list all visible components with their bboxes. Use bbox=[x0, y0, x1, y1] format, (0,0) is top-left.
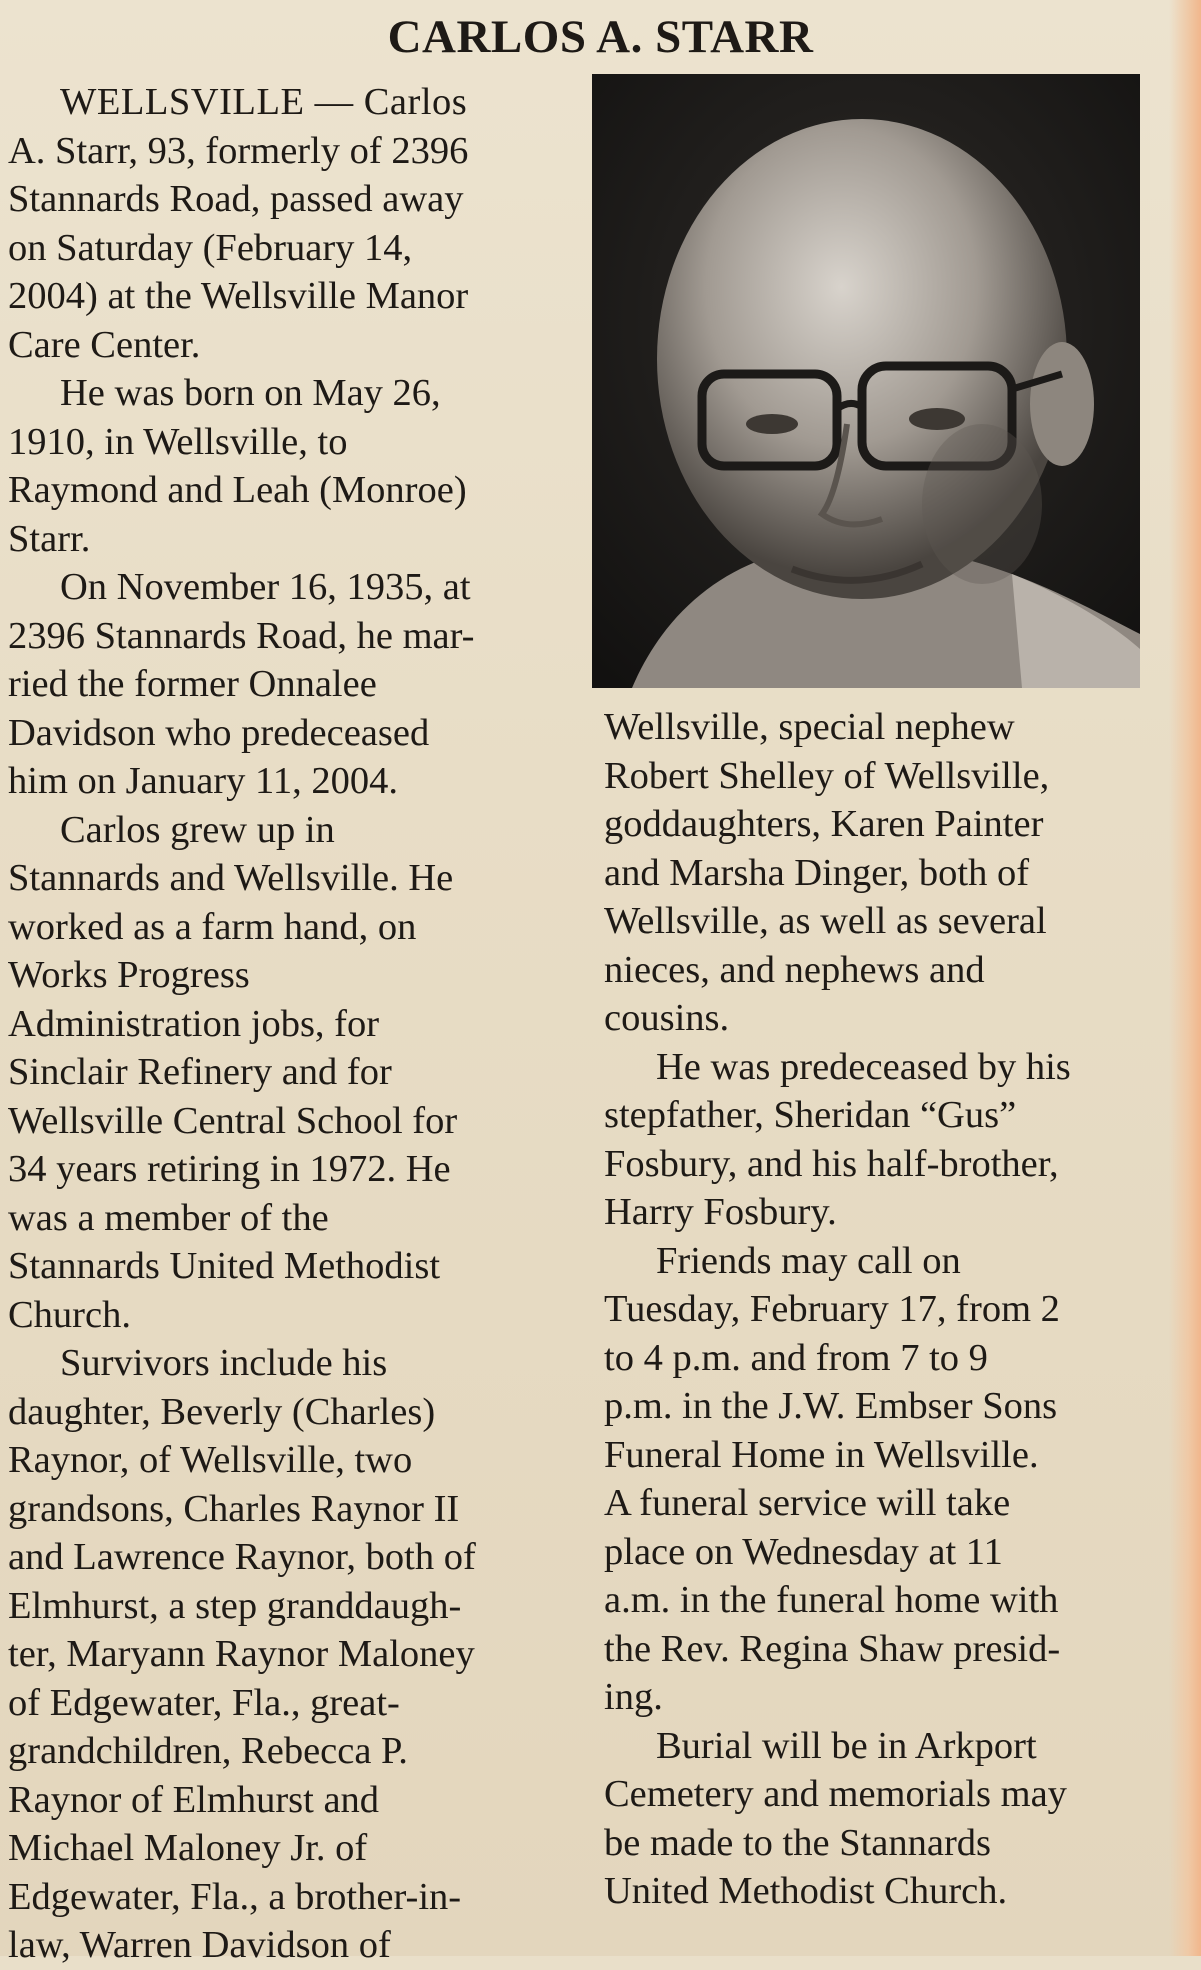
text-line: Funeral Home in Wellsville. bbox=[604, 1433, 1039, 1476]
paragraph-birth bbox=[8, 369, 568, 563]
text-line: Wellsville Central School for bbox=[8, 1099, 458, 1142]
text-line: Works Progress bbox=[8, 954, 250, 996]
text-line: grandchildren, Rebecca P. bbox=[8, 1730, 408, 1772]
text-line: Burial will be in Arkport bbox=[656, 1724, 1037, 1767]
paragraph-burial bbox=[604, 1722, 1164, 1916]
text-line: goddaughters, Karen Painter bbox=[604, 803, 1044, 845]
text-line: ter, Maryann Raynor Maloney bbox=[8, 1633, 475, 1675]
text-line: ried the former Onnalee bbox=[8, 663, 377, 705]
text-line: A. Starr, 93, formerly of 2396 bbox=[8, 129, 469, 172]
text-line: on Saturday (February 14, bbox=[8, 226, 413, 269]
paragraph-survivors-cont bbox=[604, 703, 1164, 1043]
right-column bbox=[604, 703, 1164, 1916]
text-line: 1910, in Wellsville, to bbox=[8, 420, 348, 463]
text-line: Carlos grew up in bbox=[60, 808, 335, 851]
text-line: stepfather, Sheridan “Gus” bbox=[604, 1094, 1017, 1136]
text-line: place on Wednesday at 11 bbox=[604, 1530, 1003, 1573]
text-line: Raynor of Elmhurst and bbox=[8, 1778, 380, 1821]
text-line: Tuesday, February 17, from 2 bbox=[604, 1288, 1060, 1330]
text-line: Edgewater, Fla., a brother-in- bbox=[8, 1875, 462, 1918]
left-column bbox=[8, 78, 568, 1970]
portrait-photo-icon bbox=[592, 74, 1140, 688]
text-line: and Marsha Dinger, both of bbox=[604, 851, 1030, 894]
text-line: Stannards and Wellsville. He bbox=[8, 857, 454, 899]
text-line: nieces, and nephews and bbox=[604, 948, 985, 991]
text-line: Stannards United Methodist bbox=[8, 1245, 441, 1287]
text-line: a.m. in the funeral home with bbox=[604, 1579, 1059, 1621]
text-line: the Rev. Regina Shaw presid- bbox=[604, 1627, 1061, 1670]
text-line: law, Warren Davidson of bbox=[8, 1924, 391, 1966]
text-line: Church. bbox=[8, 1293, 131, 1336]
text-line: be made to the Stannards bbox=[604, 1821, 992, 1864]
paragraph-intro bbox=[8, 78, 568, 369]
text-line: A funeral service will take bbox=[604, 1482, 1011, 1524]
text-line: Care Center. bbox=[8, 323, 201, 366]
paper-edge bbox=[1169, 0, 1201, 1956]
text-line: He was born on May 26, bbox=[60, 372, 441, 414]
text-line: He was predeceased by his bbox=[656, 1045, 1071, 1088]
paragraph-services bbox=[604, 1237, 1164, 1722]
text-line: Survivors include his bbox=[60, 1342, 388, 1384]
text-line: On November 16, 1935, at bbox=[60, 566, 471, 608]
paragraph-career bbox=[8, 806, 568, 1340]
text-line: Michael Maloney Jr. of bbox=[8, 1827, 368, 1869]
text-line: Stannards Road, passed away bbox=[8, 178, 464, 220]
text-line: of Edgewater, Fla., great- bbox=[8, 1681, 400, 1724]
text-line: daughter, Beverly (Charles) bbox=[8, 1390, 436, 1433]
text-line: Robert Shelley of Wellsville, bbox=[604, 754, 1050, 797]
portrait-photo bbox=[592, 74, 1140, 688]
text-line: to 4 p.m. and from 7 to 9 bbox=[604, 1336, 988, 1379]
text-line: worked as a farm hand, on bbox=[8, 905, 417, 948]
text-line: Harry Fosbury. bbox=[604, 1191, 837, 1233]
obituary-headline: CARLOS A. STARR bbox=[387, 11, 814, 63]
text-line: Sinclair Refinery and for bbox=[8, 1051, 392, 1093]
text-line: and Lawrence Raynor, both of bbox=[8, 1536, 476, 1578]
text-line: Administration jobs, for bbox=[8, 1002, 380, 1045]
paragraph-predeceased bbox=[604, 1043, 1164, 1237]
text-line: 2396 Stannards Road, he mar- bbox=[8, 614, 475, 657]
text-line: Starr. bbox=[8, 517, 91, 560]
text-line: Friends may call on bbox=[656, 1239, 961, 1282]
text-line: ing. bbox=[604, 1676, 663, 1718]
text-line: Wellsville, special nephew bbox=[604, 706, 1015, 748]
paragraph-marriage bbox=[8, 563, 568, 806]
text-line: Fosbury, and his half-brother, bbox=[604, 1142, 1059, 1185]
text-line: Raymond and Leah (Monroe) bbox=[8, 469, 467, 511]
text-line: Wellsville, as well as several bbox=[604, 900, 1047, 942]
text-line: was a member of the bbox=[8, 1196, 329, 1239]
text-line: 2004) at the Wellsville Manor bbox=[8, 275, 469, 317]
text-line: United Methodist Church. bbox=[604, 1870, 1008, 1912]
text-line: p.m. in the J.W. Embser Sons bbox=[604, 1385, 1058, 1427]
paragraph-survivors bbox=[8, 1339, 568, 1970]
text-line: WELLSVILLE — Carlos bbox=[60, 81, 468, 123]
text-line: Cemetery and memorials may bbox=[604, 1773, 1067, 1815]
text-line: Davidson who predeceased bbox=[8, 711, 430, 754]
text-line: cousins. bbox=[604, 997, 730, 1039]
text-line: Raynor, of Wellsville, two bbox=[8, 1439, 413, 1481]
text-line: grandsons, Charles Raynor II bbox=[8, 1487, 460, 1530]
text-line: 34 years retiring in 1972. He bbox=[8, 1148, 451, 1190]
text-line: him on January 11, 2004. bbox=[8, 760, 398, 802]
text-line: Elmhurst, a step granddaugh- bbox=[8, 1584, 462, 1627]
